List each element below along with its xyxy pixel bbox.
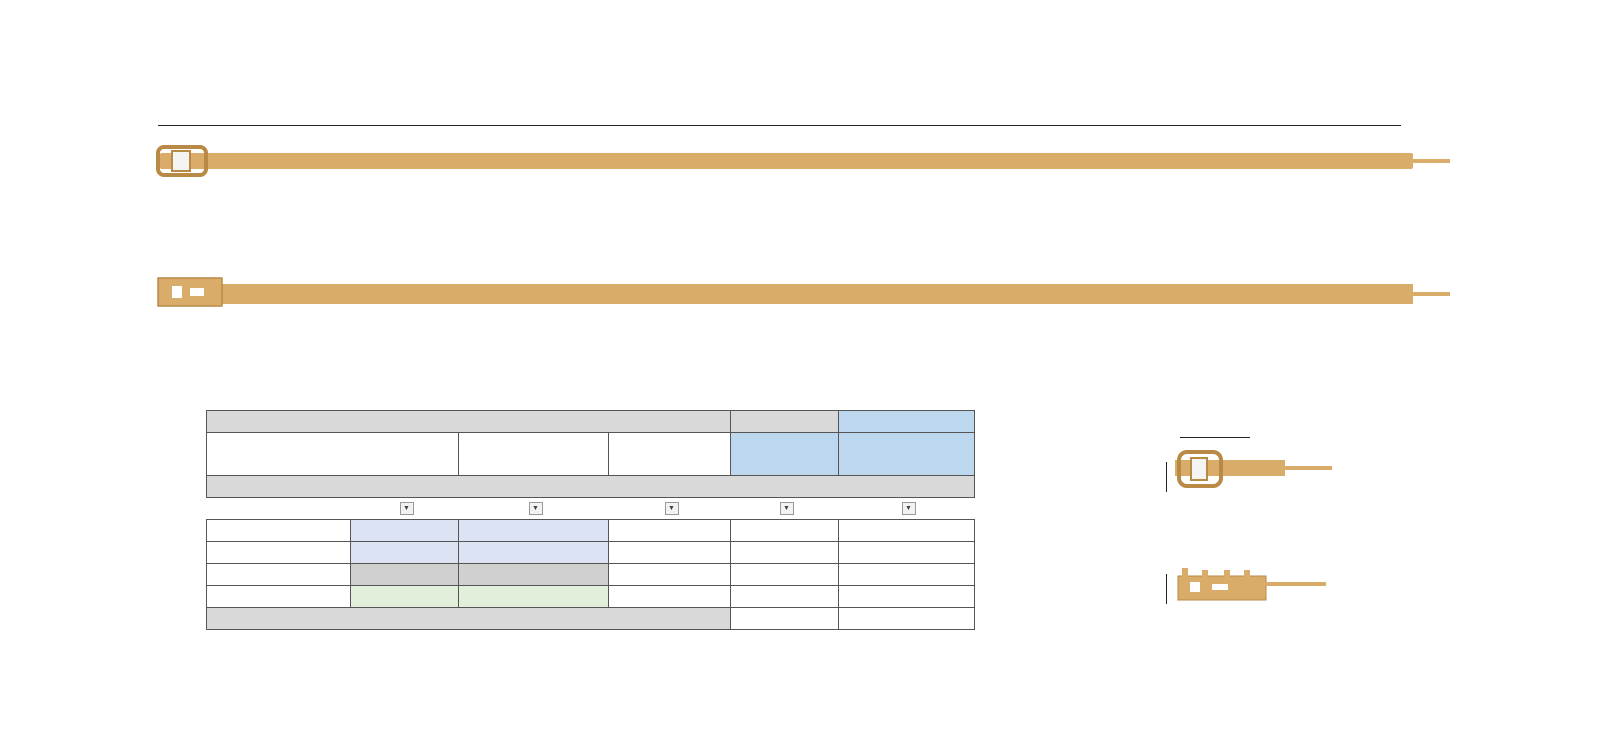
bracelet-top-view	[0, 135, 1600, 195]
bracelet-side-tail	[1410, 292, 1450, 296]
weight-unit	[609, 433, 731, 476]
table-row	[207, 520, 975, 542]
total-pcs	[731, 608, 839, 630]
col-sieve-size[interactable]	[351, 498, 459, 520]
metal-row	[207, 433, 975, 476]
total-row	[207, 608, 975, 630]
bracelet-top-tail	[1410, 159, 1450, 163]
table-row	[207, 542, 975, 564]
col-total-weight[interactable]	[839, 498, 975, 520]
col-shape	[207, 498, 351, 520]
total-weight	[839, 608, 975, 630]
col-pcs[interactable]	[731, 498, 839, 520]
bracelet-side-base	[160, 284, 1413, 304]
column-header-row	[207, 498, 975, 520]
filter-dropdown-icon[interactable]: ▼	[400, 502, 414, 515]
table-row	[207, 564, 975, 586]
design-row	[207, 411, 975, 433]
clasp-side-icon	[158, 278, 222, 306]
top-height-line	[1166, 462, 1167, 492]
width-dimension-line	[1180, 437, 1250, 438]
metal-type	[207, 433, 459, 476]
table-row	[207, 586, 975, 608]
side-height-line	[1166, 574, 1167, 604]
filter-dropdown-icon[interactable]: ▼	[902, 502, 916, 515]
col-weight[interactable]	[459, 498, 609, 520]
section-row	[207, 476, 975, 498]
filter-active-icon[interactable]: ▼	[780, 502, 794, 515]
metal-weight	[459, 433, 609, 476]
total-dia-label	[731, 411, 839, 433]
karat	[731, 433, 839, 476]
clasp-top-detail-icon	[1175, 450, 1335, 498]
bracelet-top-base	[160, 153, 1413, 169]
title-underline	[158, 125, 1401, 126]
clasp-side-detail-icon	[1172, 564, 1332, 606]
metal-color	[839, 433, 975, 476]
filter-dropdown-icon[interactable]: ▼	[665, 502, 679, 515]
design-code	[207, 411, 731, 433]
total-dia-value	[839, 411, 975, 433]
bracelet-side-view	[0, 272, 1600, 332]
col-dia[interactable]	[609, 498, 731, 520]
total-label	[207, 608, 731, 630]
section-title	[207, 476, 975, 498]
specification-table	[206, 410, 975, 630]
filter-dropdown-icon[interactable]: ▼	[529, 502, 543, 515]
